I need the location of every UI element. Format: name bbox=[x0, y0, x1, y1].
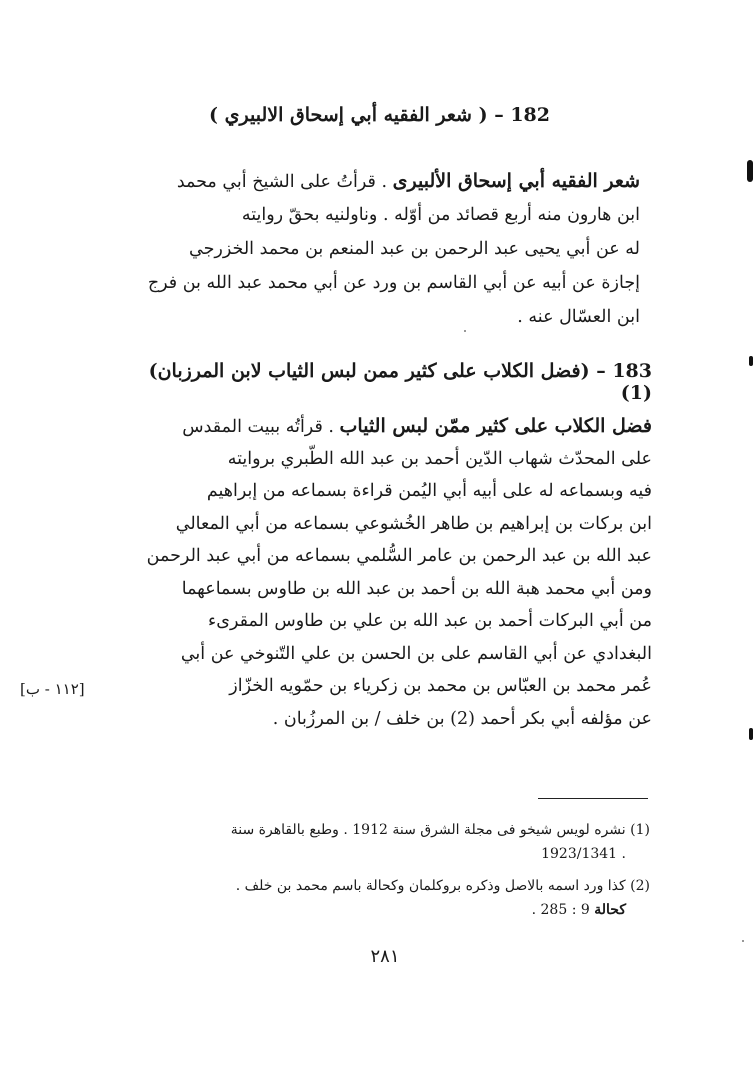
entry-line: ومن أبي محمد هبة الله بن أحمد بن عبد الله بن طاوس بسماعهما bbox=[181, 578, 652, 599]
footnote-1 bbox=[110, 818, 650, 866]
entry-182 bbox=[110, 164, 640, 334]
entry-line: ابن العسّال عنه . bbox=[517, 307, 640, 327]
scan-speck bbox=[464, 330, 466, 332]
footnote-continuation: . 1923/1341 bbox=[541, 846, 626, 862]
footnote-citation-ref: 9 : 285 . bbox=[531, 902, 590, 918]
entry-title: شعر الفقيه أبي إسحاق الألبيرى bbox=[392, 170, 640, 192]
running-header bbox=[120, 104, 550, 126]
footnote-citation-title: كحالة bbox=[594, 902, 626, 918]
scan-edge-mark bbox=[749, 728, 753, 740]
entry-183 bbox=[112, 410, 652, 735]
footnote-divider bbox=[538, 798, 648, 799]
entry-line: له عن أبي يحيى عبد الرحمن بن عبد المنعم بن محمد الخزرجي bbox=[189, 239, 640, 259]
entry-line: عبد الله بن عبد الرحمن بن عامر السُّلمي بسماعه من أبي عبد الرحمن bbox=[146, 546, 652, 566]
footnote-marker: (1) bbox=[630, 822, 650, 838]
footnotes bbox=[110, 818, 650, 922]
entry-line: فيه وبسماعه له على أبيه أبي اليُمن قراءة بسماعه من إبراهيم bbox=[206, 481, 652, 501]
entry-line: عُمر محمد بن العبّاس بن محمد بن زكرياء بن حمّويه الخزّاز bbox=[229, 676, 652, 696]
scan-edge-mark bbox=[749, 356, 753, 366]
scan-speck bbox=[742, 940, 744, 942]
entry-line bbox=[112, 410, 652, 443]
entry-line bbox=[110, 164, 640, 198]
margin-folio-reference: [١١٢ - ب] bbox=[20, 680, 85, 698]
entry-line: على المحدّث شهاب الدّين أحمد بن عبد الله الطّبري بروايته bbox=[227, 448, 652, 469]
entry-line: ابن بركات بن إبراهيم بن طاهر الخُشوعي بسماعه من أبي المعالي bbox=[175, 513, 652, 534]
scan-edge-mark bbox=[747, 160, 753, 182]
entry-line: عن مؤلفه أبي بكر أحمد (2) بن خلف / بن المرزُبان . bbox=[272, 708, 652, 729]
footnote-marker: (2) bbox=[630, 878, 650, 894]
entry-title: فضل الكلاب على كثير ممّن لبس الثياب bbox=[339, 415, 652, 437]
footnote-text: كذا ورد اسمه بالاصل وذكره بروكلمان وكحالة باسم محمد بن خلف . bbox=[235, 878, 626, 894]
page-number: ٢٨١ bbox=[370, 946, 400, 967]
entry-line: إجازة عن أبيه عن أبي القاسم بن ورد عن أبي محمد عبد الله بن فرج bbox=[147, 273, 640, 293]
entry-line: ابن هارون منه أربع قصائد من أوّله . وناولنيه بحقّ روايته bbox=[241, 205, 640, 225]
footnote-2 bbox=[110, 874, 650, 922]
running-header-text: 182 – ( شعر الفقيه أبي إسحاق الالبيري ) bbox=[209, 104, 550, 126]
entry-text: . قرأتُه ببيت المقدس bbox=[182, 417, 334, 437]
footnote-text: نشره لويس شيخو فى مجلة الشرق سنة 1912 . وطبع بالقاهرة سنة bbox=[230, 822, 626, 838]
entry-text: . قرأتُ على الشيخ أبي محمد bbox=[176, 172, 388, 192]
entry-line: البغدادي عن أبي القاسم على بن الحسن بن علي التّنوخي عن أبي bbox=[180, 643, 652, 664]
entry-heading-text: 183 – (فضل الكلاب على كثير ممن لبس الثياب لابن المرزبان) (1) bbox=[148, 360, 652, 404]
footnote-continuation bbox=[110, 898, 650, 922]
entry-line: من أبي البركات أحمد بن عبد الله بن علي بن طاوس المقرىء bbox=[208, 611, 652, 631]
entry-heading-183 bbox=[112, 360, 652, 404]
